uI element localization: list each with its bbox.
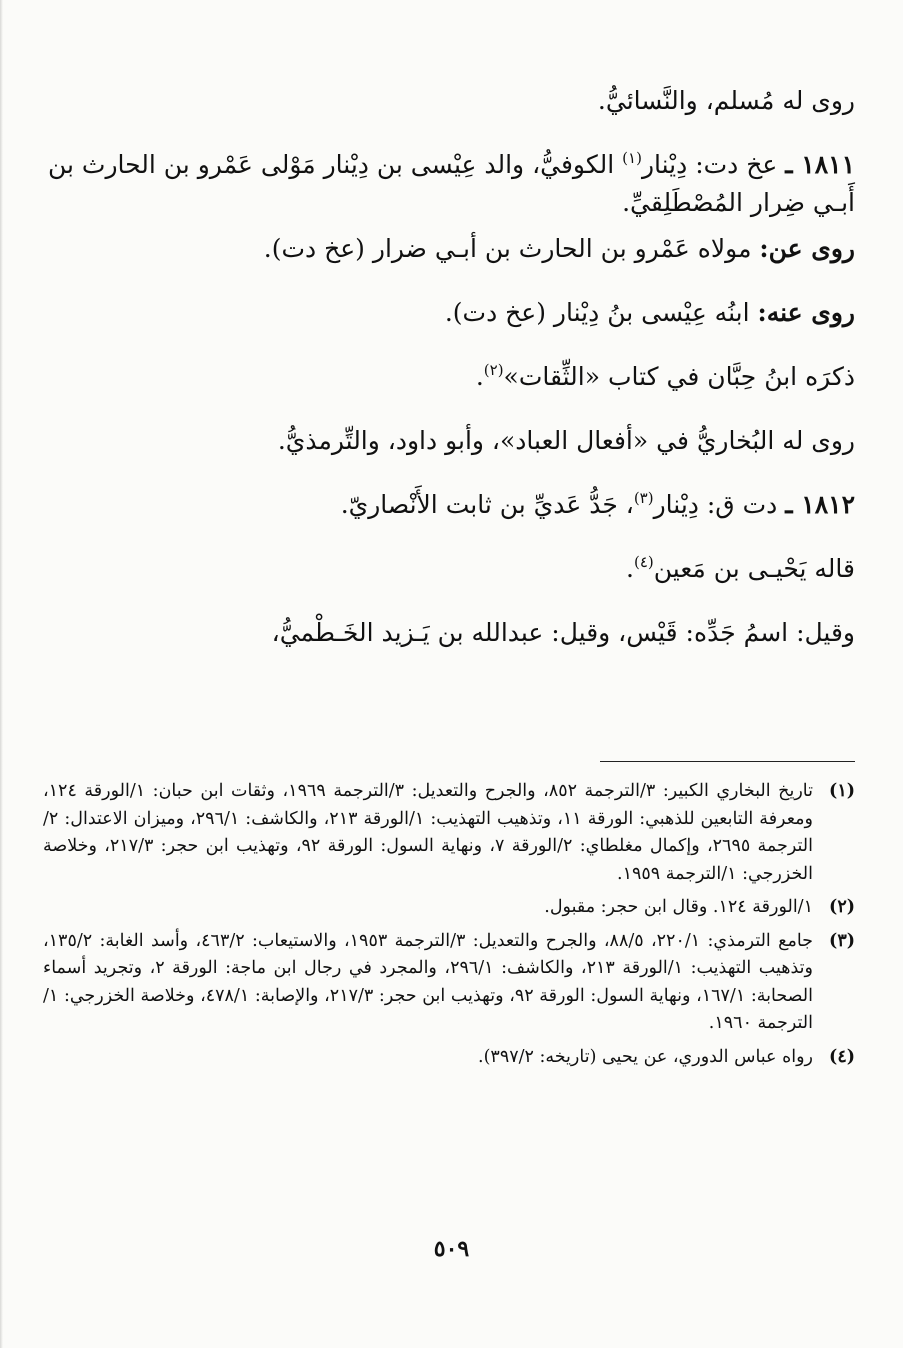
entry-1812	[43, 486, 855, 524]
footnote-ref-2[interactable]: (٢)	[483, 361, 504, 379]
text-narrated-by: ابنُه عِيْسى بنُ دِيْنار (عخ دت).	[444, 298, 758, 327]
entry-number: ١٨١٢ ـ	[785, 490, 855, 519]
footnote-ref-3[interactable]: (٣)	[633, 489, 654, 507]
period: .	[626, 554, 634, 583]
text-yahya: قاله يَحْيـى بن مَعين	[653, 554, 855, 583]
footnote-ref-1[interactable]: (١)	[622, 149, 642, 167]
label-narrated-from: روى عن:	[759, 234, 855, 263]
footnote-text: ١/الورقة ١٢٤. وقال ابن حجر: مقبول.	[544, 897, 813, 917]
footnote-label: (١)	[829, 781, 855, 801]
paragraph-narrated-from	[43, 230, 855, 268]
entry-1811	[43, 146, 855, 222]
footnote-label: (٢)	[829, 897, 855, 917]
footnote-label: (٣)	[829, 930, 855, 951]
paragraph-grandfather-name: وقيل: اسمُ جَدِّه: قَيْس، وقيل: عبدالله بن يَـزيد الخَـطْميُّ،	[271, 618, 855, 647]
scan-edge-shadow	[0, 0, 3, 1348]
footnote-ref-4[interactable]: (٤)	[633, 553, 654, 571]
text-ibn-hibban: ذكرَه ابنُ حِبَّان في كتاب «الثِّقات»	[503, 362, 855, 391]
paragraph-ibn-hibban	[43, 358, 855, 396]
entry-heading-rest: الكوفيُّ، والد عِيْسى بن دِيْنار مَوْلى عَمْرو بن الحارث بن أَبـي ضِرار المُصْطَلِقيِّ.	[47, 150, 855, 217]
entry-heading: عخ دت: دِيْنار	[641, 150, 786, 179]
footnote-divider	[600, 761, 855, 762]
footnote-3	[43, 928, 855, 1038]
paragraph-narrated-by	[43, 294, 855, 332]
footnote-text: جامع الترمذي: ٢٢٠/١، ٨٨/٥، والجرح والتعديل: ٣/الترجمة ١٩٥٣، والاستيعاب: ٤٦٣/٢، وأسد الغابة: ١٣٥/٢، وتذهيب التهذيب: ١/الورقة ٢١٣، والكاشف: ٢٩٦/١، والمجرد في رجال ابن ماجة: الورقة ٢، وتجريد أسماء الصحابة: ١٦٧/١، ونهاية السول: الورقة ٩٢، وتهذيب ابن حجر: ٢١٧/٣، والإصابة: ٤٧٨/١، وخلاصة الخزرجي: ١/الترجمة ١٩٦٠.	[43, 930, 814, 1033]
text-narrated-from: مولاه عَمْرو بن الحارث بن أبـي ضرار (عخ دت).	[263, 234, 760, 263]
entry-heading: دت ق: دِيْنار	[653, 490, 786, 519]
main-text	[43, 82, 855, 678]
footnote-1	[43, 778, 855, 888]
footnote-text: تاريخ البخاري الكبير: ٣/الترجمة ٨٥٢، والجرح والتعديل: ٣/الترجمة ١٩٦٩، وثقات ابن حبان: ١/الورقة ١٢٤، ومعرفة التابعين للذهبي: الورقة ١١، وتذهيب التهذيب: ١/الورقة ٢١٣، والكاشف: ٢٩٦/١، وميزان الاعتدال: ٢/الترجمة ٢٦٩٥، وإكمال مغلطاي: ٢/الورقة ٧، ونهاية السول: الورقة ٩٢، وتهذيب ابن حجر: ٢١٧/٣، وخلاصة الخزرجي: ١/الترجمة ١٩٥٩.	[43, 781, 813, 884]
page-number: ٥٠٩	[433, 1236, 470, 1262]
paragraph-bukhari: روى له البُخاريُّ في «أفعال العباد»، وأبو داود، والتِّرمذيُّ.	[277, 426, 855, 455]
footnote-text: رواه عباس الدوري، عن يحيى (تاريخه: ٣٩٧/٢).	[478, 1046, 813, 1067]
paragraph-yahya	[43, 550, 855, 588]
entry-heading-rest: ، جَدُّ عَديِّ بن ثابت الأَنْصاريّ.	[340, 490, 634, 519]
footnote-label: (٤)	[829, 1046, 855, 1067]
period: .	[475, 362, 484, 391]
label-narrated-by: روى عنه:	[757, 298, 855, 327]
paragraph-narrators: روى له مُسلم، والنَّسائيُّ.	[597, 86, 855, 115]
footnote-4	[43, 1044, 855, 1072]
footnote-2	[43, 894, 855, 922]
footnotes	[43, 778, 855, 1077]
entry-number: ١٨١١ ـ	[785, 150, 855, 179]
